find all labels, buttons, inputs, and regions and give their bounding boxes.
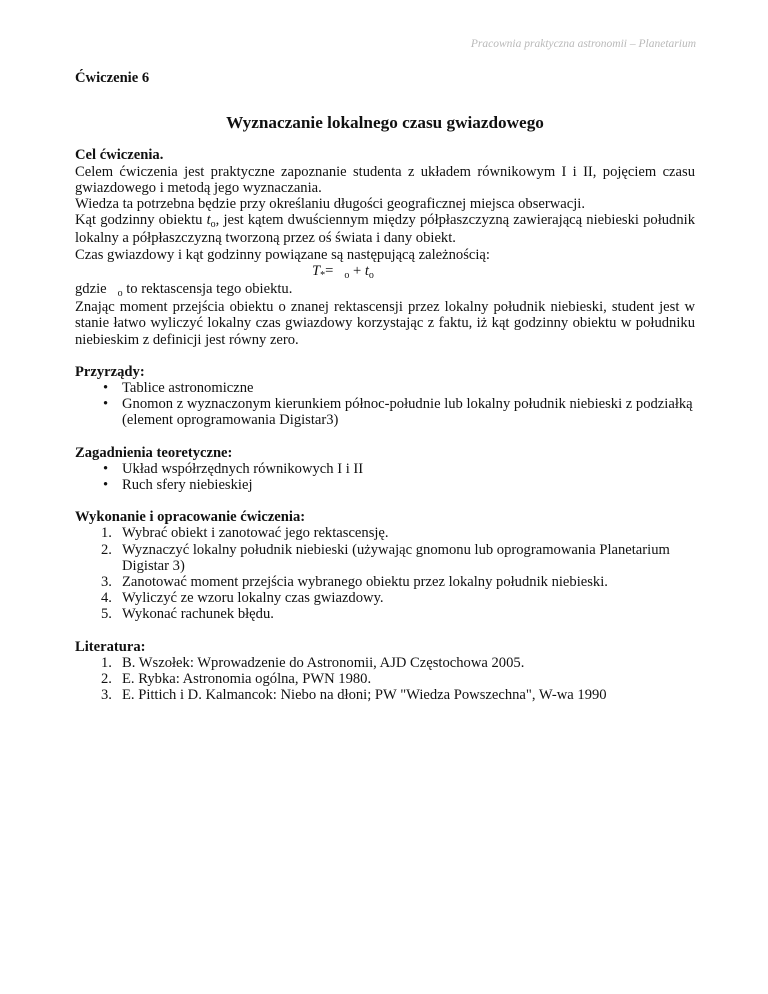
theory-heading: Zagadnienia teoretyczne: <box>75 444 233 461</box>
procedure-heading: Wykonanie i opracowanie ćwiczenia: <box>75 509 306 526</box>
formula-equals: = <box>325 262 334 279</box>
list-number: 4. <box>101 590 112 607</box>
where-word: gdzie <box>75 281 107 298</box>
list-item <box>75 687 695 703</box>
hour-angle-symbol: t <box>206 212 211 229</box>
goal-section <box>75 147 695 347</box>
list-item <box>75 574 695 590</box>
instruments-section <box>75 364 695 429</box>
list-item-text: Układ współrzędnych równikowych I i II <box>122 460 364 477</box>
list-item-text: Wybrać obiekt i zanotować jego rektascensję. <box>122 525 389 542</box>
literature-heading: Literatura: <box>75 638 146 655</box>
list-item <box>75 671 695 687</box>
bullet-icon: • <box>103 396 109 413</box>
list-item <box>75 396 695 428</box>
list-item <box>75 542 695 574</box>
exercise-number: Ćwiczenie 6 <box>75 70 150 86</box>
bullet-icon: • <box>103 380 109 397</box>
goal-paragraph-3-text-a: Kąt godzinny obiektu <box>75 212 207 229</box>
list-number: 1. <box>101 525 112 542</box>
list-item-text: Gnomon z wyznaczonym kierunkiem północ-południe lub lokalny południk niebieski z podziałką (element oprogramowania Digistar3) <box>122 396 693 429</box>
list-item-text: Tablice astronomiczne <box>122 380 254 397</box>
list-item-text: Wykonać rachunek błędu. <box>122 606 274 623</box>
instruments-heading: Przyrządy: <box>75 363 145 380</box>
theory-list <box>75 461 695 493</box>
sidereal-time-formula <box>75 263 695 281</box>
list-number: 3. <box>101 574 112 591</box>
goal-paragraph-3-text-b: , jest kątem dwuściennym między półpłaszczyzną zawierającą niebieski południk lokalny a półpłaszczyzną tworzoną przez oś świata i dany obiekt. <box>75 212 695 247</box>
where-alpha-subscript: o <box>117 288 123 300</box>
theory-section <box>75 445 695 494</box>
formula-plus: + <box>352 262 362 279</box>
bullet-icon: • <box>103 477 109 494</box>
document-title: Wyznaczanie lokalnego czasu gwiazdowego <box>226 113 544 133</box>
list-item-text: E. Rybka: Astronomia ogólna, PWN 1980. <box>122 671 372 688</box>
list-item <box>75 590 695 606</box>
list-item-text: E. Pittich i D. Kalmancok: Niebo na dłoni; PW "Wiedza Powszechna", W-wa 1990 <box>122 687 607 704</box>
list-item <box>75 380 695 396</box>
procedure-list <box>75 525 695 622</box>
goal-heading: Cel ćwiczenia. <box>75 147 164 164</box>
list-item-text: Wyznaczyć lokalny południk niebieski (używając gnomonu lub oprogramowania Planetarium Digistar 3) <box>122 541 670 574</box>
goal-paragraph-3 <box>75 212 695 246</box>
goal-paragraph-5: Znając moment przejścia obiektu o znanej rektascensji przez lokalny południk niebieski, student jest w stanie łatwo wyliczyć lokalny czas gwiazdowy korzystając z faktu, iż kąt godzinny obiektu w południku niebieskim z definicji jest równy zero. <box>75 299 695 348</box>
list-number: 1. <box>101 654 112 671</box>
list-number: 2. <box>101 541 112 558</box>
list-item-text: Ruch sfery niebieskiej <box>122 477 253 494</box>
list-number: 5. <box>101 606 112 623</box>
document-body <box>75 70 695 704</box>
formula-alpha-subscript: o <box>344 269 350 281</box>
where-line <box>75 281 695 299</box>
list-item-text: B. Wszołek: Wprowadzenie do Astronomii, AJD Częstochowa 2005. <box>122 654 525 671</box>
formula-t: t <box>364 262 369 279</box>
goal-paragraph-4: Czas gwiazdowy i kąt godzinny powiązane są następującą zależnością: <box>75 246 490 263</box>
formula-T: T <box>312 262 321 279</box>
hour-angle-subscript: o <box>210 219 216 231</box>
list-item <box>75 525 695 541</box>
list-item-text: Zanotować moment przejścia wybranego obiektu przez lokalny południk niebieski. <box>122 574 608 591</box>
formula-T-subscript: * <box>320 269 326 281</box>
list-item <box>75 461 695 477</box>
list-number: 2. <box>101 671 112 688</box>
where-text: to rektascensja tego obiektu. <box>126 281 293 298</box>
instruments-list <box>75 380 695 429</box>
list-item <box>75 477 695 493</box>
procedure-section <box>75 509 695 622</box>
goal-paragraph-2: Wiedza ta potrzebna będzie przy określaniu długości geograficznej miejsca obserwacji. <box>75 196 585 213</box>
literature-section <box>75 639 695 704</box>
list-number: 3. <box>101 687 112 704</box>
literature-list <box>75 655 695 704</box>
formula-t-subscript: o <box>368 269 374 281</box>
list-item-text: Wyliczyć ze wzoru lokalny czas gwiazdowy. <box>122 590 384 607</box>
list-item <box>75 606 695 622</box>
bullet-icon: • <box>103 460 109 477</box>
list-item <box>75 655 695 671</box>
goal-paragraph-1: Celem ćwiczenia jest praktyczne zapoznanie studenta z układem równikowym I i II, pojęciem czasu gwiazdowego i metodą jego wyznaczania. <box>75 163 695 196</box>
page-header: Pracownia praktyczna astronomii – Planetarium <box>470 38 696 50</box>
